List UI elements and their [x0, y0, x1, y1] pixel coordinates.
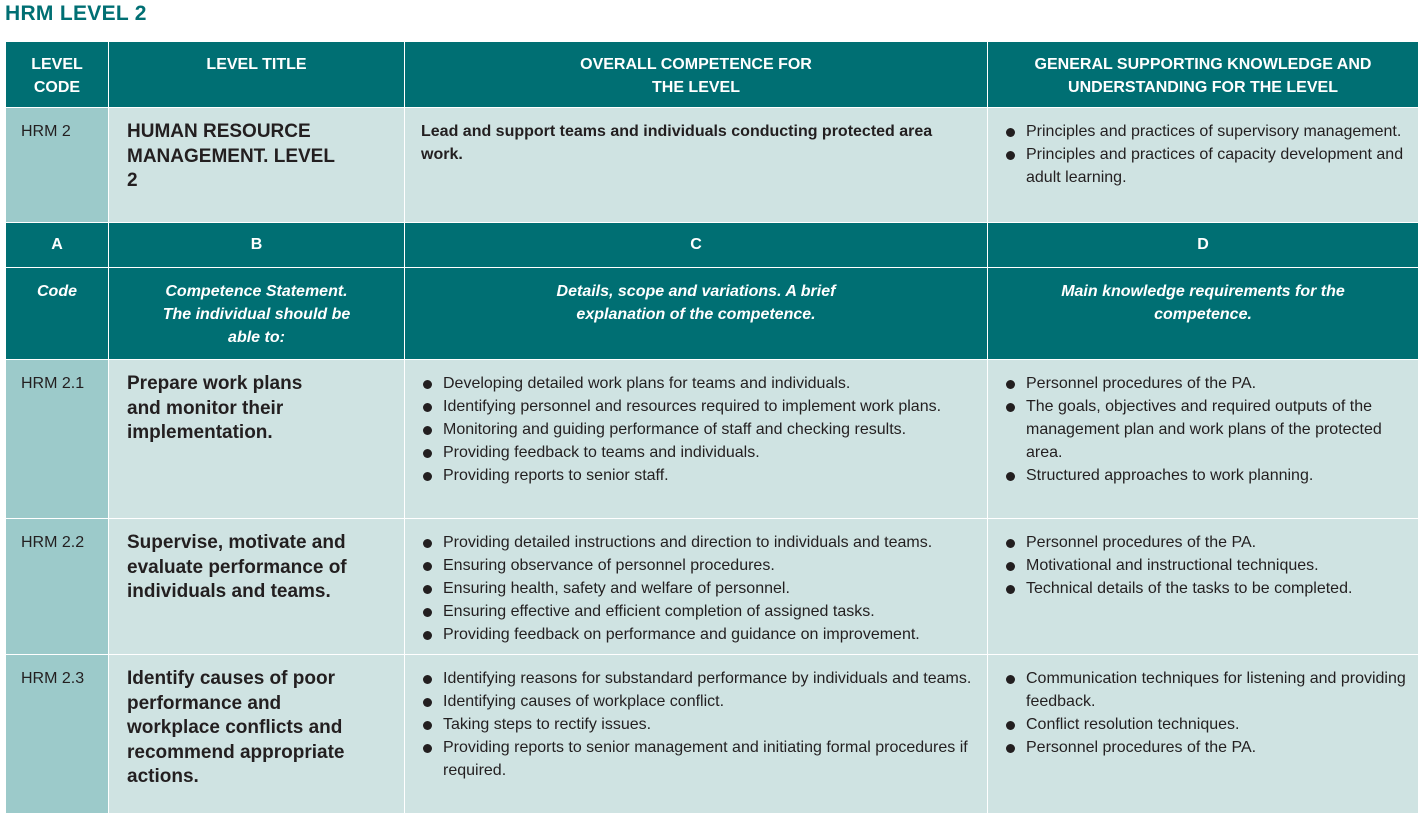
row-details: [405, 519, 988, 655]
row-statement: Supervise, motivate and evaluate performance of individuals and teams.: [109, 519, 405, 655]
competence-table: [5, 41, 1419, 814]
column-d: D: [988, 223, 1419, 268]
bullet-item: Communication techniques for listening and providing feedback.: [1004, 667, 1408, 713]
bullet-item: Developing detailed work plans for teams and individuals.: [421, 372, 977, 395]
header-level-title: LEVEL TITLE: [109, 42, 405, 108]
bullet-item: Providing feedback to teams and individuals.: [421, 441, 977, 464]
level-code: HRM 2: [6, 108, 109, 223]
level-title: HUMAN RESOURCE MANAGEMENT. LEVEL 2: [109, 108, 405, 223]
bullet-item: Conflict resolution techniques.: [1004, 713, 1408, 736]
bullet-item: Motivational and instructional techniques.: [1004, 554, 1408, 577]
bullet-item: Ensuring observance of personnel procedures.: [421, 554, 977, 577]
bullet-item: Providing reports to senior management and initiating formal procedures if required.: [421, 736, 977, 782]
table-row: [6, 519, 1419, 655]
subheader-knowledge: Main knowledge requirements for the competence.: [988, 268, 1419, 360]
row-knowledge: [988, 655, 1419, 814]
bullet-item: Personnel procedures of the PA.: [1004, 372, 1408, 395]
bullet-item: Identifying causes of workplace conflict.: [421, 690, 977, 713]
bullet-item: Providing feedback on performance and guidance on improvement.: [421, 623, 977, 646]
subheader-row: [6, 268, 1419, 360]
row-knowledge: [988, 360, 1419, 519]
column-letter-row: [6, 223, 1419, 268]
bullet-item: Structured approaches to work planning.: [1004, 464, 1408, 487]
row-code: HRM 2.3: [6, 655, 109, 814]
subheader-code: Code: [6, 268, 109, 360]
bullet-item: Principles and practices of capacity development and adult learning.: [1004, 143, 1408, 189]
bullet-item: Ensuring effective and efficient completion of assigned tasks.: [421, 600, 977, 623]
bullet-item: Technical details of the tasks to be completed.: [1004, 577, 1408, 600]
row-statement: Identify causes of poor performance and workplace conflicts and recommend appropriate actions.: [109, 655, 405, 814]
header-level-code: LEVEL CODE: [6, 42, 109, 108]
bullet-item: Providing reports to senior staff.: [421, 464, 977, 487]
header-overall-competence: OVERALL COMPETENCE FOR THE LEVEL: [405, 42, 988, 108]
bullet-item: Principles and practices of supervisory management.: [1004, 120, 1408, 143]
bullet-item: The goals, objectives and required outputs of the management plan and work plans of the protected area.: [1004, 395, 1408, 464]
bullet-item: Identifying reasons for substandard performance by individuals and teams.: [421, 667, 977, 690]
page-title: HRM LEVEL 2: [5, 2, 147, 25]
level-knowledge: [988, 108, 1419, 223]
bullet-item: Monitoring and guiding performance of staff and checking results.: [421, 418, 977, 441]
level-header-row: [6, 42, 1419, 108]
column-a: A: [6, 223, 109, 268]
table-row: [6, 360, 1419, 519]
column-b: B: [109, 223, 405, 268]
bullet-item: Identifying personnel and resources required to implement work plans.: [421, 395, 977, 418]
row-details: [405, 655, 988, 814]
bullet-item: Personnel procedures of the PA.: [1004, 736, 1408, 759]
bullet-item: Personnel procedures of the PA.: [1004, 531, 1408, 554]
level-row: [6, 108, 1419, 223]
table-row: [6, 655, 1419, 814]
row-knowledge: [988, 519, 1419, 655]
row-statement: Prepare work plans and monitor their implementation.: [109, 360, 405, 519]
column-c: C: [405, 223, 988, 268]
row-details: [405, 360, 988, 519]
bullet-item: Ensuring health, safety and welfare of personnel.: [421, 577, 977, 600]
row-code: HRM 2.1: [6, 360, 109, 519]
bullet-item: Taking steps to rectify issues.: [421, 713, 977, 736]
row-code: HRM 2.2: [6, 519, 109, 655]
header-general-knowledge: GENERAL SUPPORTING KNOWLEDGE AND UNDERSTANDING FOR THE LEVEL: [988, 42, 1419, 108]
level-competence: Lead and support teams and individuals conducting protected area work.: [405, 108, 988, 223]
subheader-statement: Competence Statement. The individual should be able to:: [109, 268, 405, 360]
subheader-details: Details, scope and variations. A brief explanation of the competence.: [405, 268, 988, 360]
bullet-item: Providing detailed instructions and direction to individuals and teams.: [421, 531, 977, 554]
